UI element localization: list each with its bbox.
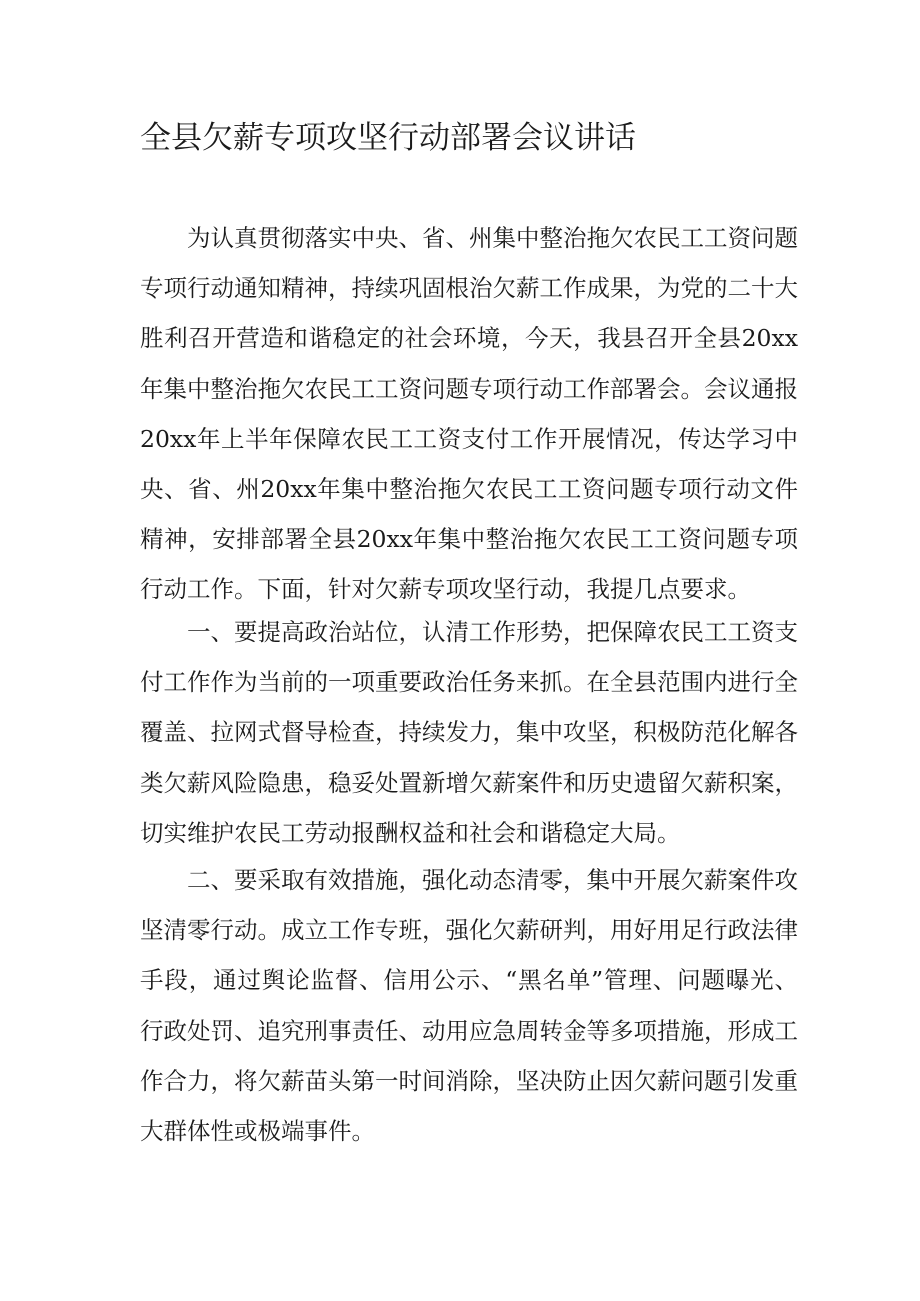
- paragraph-point-one: 一、要提高政治站位，认清工作形势，把保障农民工工资支付工作作为当前的一项重要政治任务来抓。在全县范围内进行全覆盖、拉网式督导检查，持续发力，集中攻坚，积极防范化解各类欠薪风险隐患，稳妥处置新增欠薪案件和历史遗留欠薪积案，切实维护农民工劳动报酬权益和社会和谐稳定大局。: [140, 618, 798, 847]
- paragraph-intro: 为认真贯彻落实中央、省、州集中整治拖欠农民工工资问题专项行动通知精神，持续巩固根治欠薪工作成果，为党的二十大胜利召开营造和谐稳定的社会环境，今天，我县召开全县20xx年集中整治拖欠农民工工资问题专项行动工作部署会。会议通报20xx年上半年保障农民工工资支付工作开展情况，传达学习中央、省、州20xx年集中整治拖欠农民工工资问题专项行动文件精神，安排部署全县20xx年集中整治拖欠农民工工资问题专项行动工作。下面，针对欠薪专项攻坚行动，我提几点要求。: [140, 224, 798, 604]
- document-title: 全县欠薪专项攻坚行动部署会议讲话: [140, 120, 636, 156]
- paragraph-point-two: 二、要采取有效措施，强化动态清零，集中开展欠薪案件攻坚清零行动。成立工作专班，强化欠薪研判，用好用足行政法律手段，通过舆论监督、信用公示、“黑名单”管理、问题曝光、行政处罚、追究刑事责任、动用应急周转金等多项措施，形成工作合力，将欠薪苗头第一时间消除，坚决防止因欠薪问题引发重大群体性或极端事件。: [140, 866, 798, 1146]
